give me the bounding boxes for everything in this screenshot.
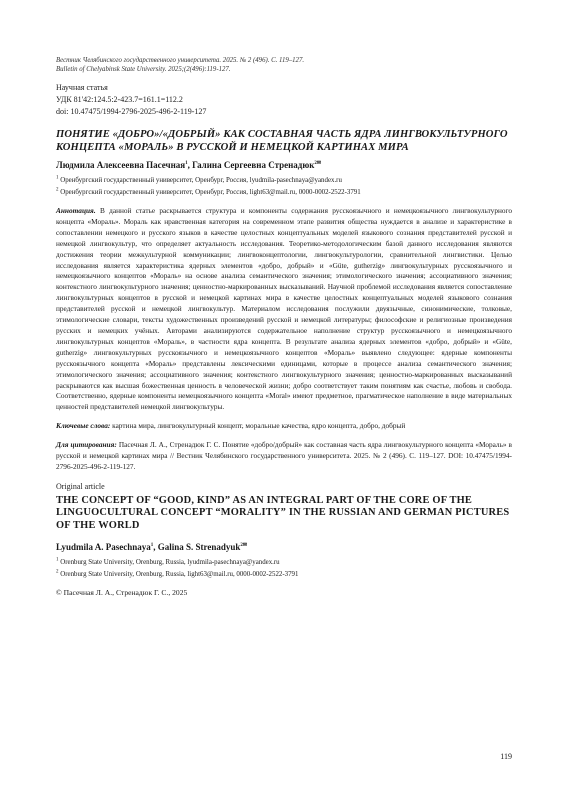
authors-separator-en: , [153, 541, 158, 552]
page-number: 119 [500, 752, 512, 761]
author-2-name: Галина Сергеевна Стренадюк [192, 160, 315, 170]
udk: УДК 81'42:124.5:2-423.7=161.1=112.2 [56, 95, 183, 104]
author-2-sup: 2✉ [314, 161, 322, 166]
journal-line-en: Bulletin of Chelyabinsk State University. 2025;(2(496):119-127. [56, 66, 231, 73]
article-type-ru: Научная статья [56, 83, 108, 92]
abstract-text: В данной статье раскрывается структура и компоненты содержания русскоязычного и немецкоязычного лингвокультурного концепта «Мораль». Мораль как нравственная категория на современном этапе развития общества нуждается в анализе и характеристике в сопоставлении немецкого и русского языков в качестве целостных концептуальных моделей языкового сознания представителей русской и немецкой лингвокультур, что определяет актуальность исследования. Теоретико-методологическим базой данного исследования являются достижения теории межкультурной коммуникации; лингвоконцептологии, лингвокультурологии, сравнительной лингвистики. Целью исследования является характеристика ядерных элементов «добро, добрый» и «Güte, gutherzig» лингвокультурных русскоязычного и немецкоязычного концептов «Мораль» на основе анализа семантического значения; этимологического значения; ассоциативного значения; контекстного лингвокультурного значения; ценностно-маркированных высказываний. Научной проблемой исследования является сопоставление лингвокультурных концептов в русской и немецкой картинах мира в качестве целостных концептуальных моделей языкового сознания представителей русской и немецкой лингвокультур. Материалом исследования послужили двуязычные, синонимические, толковые, этимологические словари, тексты художественных произведений русской и немецкой литературы; философские и религиозные произведения русских и немецких учёных. Авторами анализируются содержательное наполнение структур русскоязычного и немецкоязычного лингвокультурных концептов «Мораль», в частности ядра концепта. В результате анализа ядерных элементов «добро, добрый» и «Güte, gutherzig» лингвокультурных русскоязычного и немецкоязычного концептов «Мораль» выявлено следующее: ядерные компоненты русскоязычного концепта «Мораль» представлены лексическими единицами, которые в процессе анализа семантического значения; этимологического значения; ассоциативного значения; контекстного лингвокультурного значения; ценностно-маркированных высказываний раскрываются как высшая божественная ценность в человеческой жизни; добро соответствует таким понятиям как счастье, любовь и свобода. Соответственно, ядерные компоненты немецкоязычного концепта «Moral» имеют предметное, прагматическое наполнение в виде материальных ценностей представителей немецкой лингвокультуры. [56, 206, 512, 412]
author-1-sup-en: 1 [150, 542, 154, 548]
copyright: © Пасечная Л. А., Стренадюк Г. С., 2025 [56, 587, 188, 597]
citation [56, 440, 512, 473]
authors-separator: , [187, 160, 193, 170]
affiliation-sup: 1 [56, 557, 59, 563]
affiliation-text: Orenburg State University, Orenburg, Russia, lyudmila-pasechnaya@yandex.ru [60, 558, 280, 566]
authors-ru [56, 159, 512, 171]
title-en: THE CONCEPT OF “GOOD, KIND” AS AN INTEGRAL PART OF THE CORE OF THE LINGUOCULTURAL CONCEPT “MORALITY” IN THE RUSSIAN AND GERMAN PICTURES OF THE WORLD [56, 494, 510, 532]
affiliation-ru-2 [56, 188, 512, 198]
keywords-text: картина мира, лингвокультурный концепт, моральные качества, ядро концепта, добро, добрый [110, 421, 406, 431]
abstract [56, 206, 512, 413]
author-2-sup-en: 2✉ [240, 542, 248, 548]
doi: doi: 10.47475/1994-2796-2025-496-2-119-127 [56, 107, 207, 116]
affiliation-ru-1 [56, 176, 512, 186]
affiliation-sup: 1 [56, 175, 59, 181]
affiliation-en-2 [56, 570, 512, 580]
authors-en [56, 541, 512, 553]
journal-line-ru: Вестник Челябинского государственного университета. 2025. № 2 (496). С. 119–127. [56, 57, 305, 64]
keywords [56, 421, 512, 432]
author-2-name-en: Galina S. Strenadyuk [157, 541, 241, 552]
abstract-label: Аннотация. [56, 206, 96, 215]
article-page [56, 56, 512, 598]
affiliation-sup: 2 [56, 569, 59, 575]
citation-text: Пасечная Л. А., Стренадюк Г. С. Понятие «добро/добрый» как составная часть ядра лингвокультурного концепта «Мораль» в русской и немецкой картинах мира // Вестник Челябинского государственного университета. 2025. № 2 (496). С. 119–127. DOI: 10.47475/1994-2796-2025-496-2-119-127. [56, 440, 512, 471]
affiliation-text: Оренбургский государственный университет, Оренбург, Россия, light63@mail.ru, 0000-0002-2522-3791 [60, 189, 361, 196]
affiliation-sup: 2 [56, 187, 59, 193]
author-1-name-en: Lyudmila A. Pasechnaya [56, 541, 151, 552]
affiliation-text: Оренбургский государственный университет, Оренбург, Россия, lyudmila-pasechnaya@yandex.ru [60, 177, 342, 184]
author-1-sup: 1 [185, 161, 188, 166]
affiliation-en-1 [56, 558, 512, 568]
author-1-name: Людмила Алексеевна Пасечная [56, 160, 186, 170]
citation-label: Для цитирования: [56, 440, 117, 450]
title-ru: ПОНЯТИЕ «ДОБРО»/«ДОБРЫЙ» КАК СОСТАВНАЯ ЧАСТЬ ЯДРА ЛИНГВОКУЛЬТУРНОГО КОНЦЕПТА «МОРАЛЬ» В РУССКОЙ И НЕМЕЦКОЙ КАРТИНАХ МИРА [56, 129, 508, 153]
affiliation-text: Orenburg State University, Orenburg, Russia, light63@mail.ru, 0000-0002-2522-3791 [60, 570, 299, 578]
article-type-en: Original article [56, 481, 105, 491]
keywords-label: Ключевые слова: [56, 421, 111, 431]
